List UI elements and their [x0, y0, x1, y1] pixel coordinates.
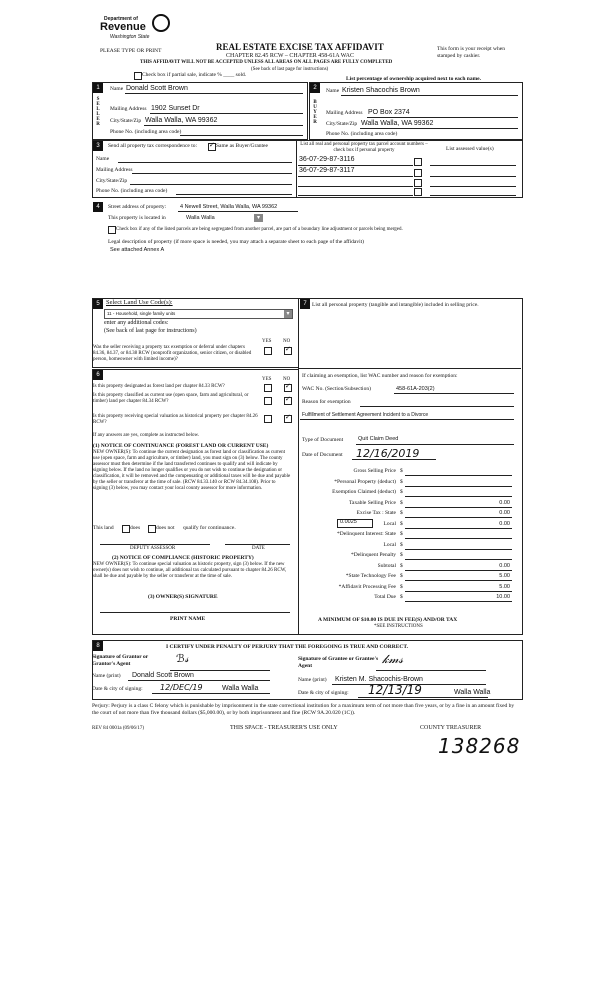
buyer-name[interactable]: Kristen Shacochis Brown	[342, 87, 420, 94]
does-checkbox[interactable]	[122, 525, 130, 533]
forest-no[interactable]	[284, 384, 292, 392]
seller-mailing[interactable]: 1902 Sunset Dr	[151, 105, 200, 112]
parcel-1[interactable]: 36-07-29-87-3116	[299, 156, 355, 163]
section-4-number: 4	[93, 202, 103, 212]
dor-logo	[100, 14, 170, 44]
tax-row-value[interactable]: 10.00	[496, 594, 510, 600]
seller-phone-label: Phone No. (including area code)	[110, 129, 182, 135]
send-correspondence-label: Send all property tax correspondence to:	[108, 143, 198, 149]
buyer-side-label: B U Y E R	[313, 100, 317, 125]
street-address[interactable]: 4 Newell Street, Walla Walla, WA 99362	[180, 204, 278, 210]
section-1-number: 1	[93, 83, 103, 93]
corr-name-label: Name	[96, 156, 110, 162]
tax-row-value[interactable]: 5.00	[499, 573, 510, 579]
segregated-label: Check box if any of the listed parcels are being segregated from another parcel, are part of a boundary line adjustment or parcels being merged.	[116, 227, 403, 232]
minimum-due-note: A MINIMUM OF $10.00 IS DUE IN FEE(S) AND/OR TAX	[318, 617, 458, 623]
section-8-number: 8	[93, 641, 103, 651]
segregated-checkbox[interactable]	[108, 226, 116, 234]
seller-city[interactable]: Walla Walla, WA 99362	[145, 117, 218, 124]
historic-question: Is this property receiving special valuation as historical property per chapter 84.26 RCW?	[93, 414, 258, 425]
dollar-sign: $	[400, 468, 403, 474]
street-label: Street address of property:	[108, 204, 167, 210]
s5-exemption-no[interactable]	[284, 347, 292, 355]
wac-label: WAC No. (Section/Subsection)	[302, 386, 371, 392]
located-label: This property is located in	[108, 215, 166, 221]
tax-row-label: Gross Selling Price	[353, 468, 396, 474]
land-use-title: Select Land Use Code(s):	[106, 299, 173, 306]
tax-row-value[interactable]: 0.00	[499, 500, 510, 506]
land-use-see-back: (See back of last page for instructions)	[104, 328, 197, 334]
county-treasurer-label: COUNTY TREASURER	[420, 725, 482, 731]
dollar-sign: $	[400, 531, 403, 537]
dollar-sign: $	[400, 573, 403, 579]
perjury-note: Perjury: Perjury is a class C felony which is punishable by imprisonment in the state correctional institution for a maximum term of not more than five years, or by a fine in an amount fixed by the court of not more than five thousand dollars ($5,000.00), or by both imprisonment and fine (RCW 9A.20.020 (1C)).	[92, 703, 515, 716]
corr-city-label: City/State/Zip	[96, 178, 128, 184]
parcel-header: List all real and personal property tax parcel account numbers – check box if personal property	[300, 142, 428, 153]
section-6-number: 6	[93, 370, 103, 380]
dor-logo-mark	[152, 14, 170, 32]
local-rate: 0.0025	[340, 519, 357, 525]
s5-yes-header: YES	[262, 339, 272, 344]
tax-row-label: Local	[383, 542, 396, 548]
tax-row-value[interactable]: 5.00	[499, 584, 510, 590]
forest-yes[interactable]	[264, 384, 272, 392]
dor-line3: Washington State	[110, 34, 150, 40]
tax-row-value[interactable]: 0.00	[499, 510, 510, 516]
assessed-header: List assessed value(s)	[446, 146, 494, 152]
partial-sale-label: Check box if partial sale, indicate % ____ sold.	[142, 72, 247, 78]
partial-sale-checkbox[interactable]	[134, 72, 142, 80]
buyer-mailing-label: Mailing Address	[326, 110, 363, 116]
historic-yes[interactable]	[264, 415, 272, 423]
section-2-number: 2	[310, 83, 320, 93]
s5-no-header: NO	[283, 339, 291, 344]
tax-row-label: Taxable Selling Price	[349, 500, 396, 506]
see-instructions-note: *SEE INSTRUCTIONS	[374, 624, 423, 629]
grantor-date-label: Date & city of signing:	[92, 686, 143, 692]
buyer-phone-label: Phone No. (including area code)	[326, 131, 398, 137]
tax-row-label: Excise Tax : State	[356, 510, 396, 516]
does-not-checkbox[interactable]	[148, 525, 156, 533]
form-revision: REV 84 0001a (09/06/17)	[92, 726, 144, 731]
personal-property-label: List all personal property (tangible and intangible) included in selling price.	[312, 302, 479, 308]
tax-row-label: *Delinquent Penalty	[350, 552, 396, 558]
seller-city-label: City/State/Zip	[110, 118, 142, 124]
parcel-2[interactable]: 36-07-29-87-3117	[299, 167, 355, 174]
wac-number[interactable]: 458-61A-203(2)	[396, 386, 435, 392]
grantor-date[interactable]: 12/DEC/19	[160, 683, 203, 692]
grantee-city[interactable]: Walla Walla	[454, 689, 491, 696]
grantor-print-label: Name (print)	[92, 673, 121, 679]
tax-row-label: Local	[383, 521, 396, 527]
dollar-sign: $	[400, 479, 403, 485]
notice-continuance-body: NEW OWNER(S): To continue the current designation as forest land or classification as current use (open space, farm and agriculture, or timber) land, you must sign on (3) below. The county assessor must then determine if the land transferred continues to qualify and will indicate by signing below. If the land no longer qualifies or you do not wish to continue the designation or classification, it will be removed and the compensating or additional taxes will be due and payable by the seller or transferor at the time of sale. (RCW 84.33.140 or RCW 84.34.108). Prior to signing (3) below, you may contact your local county assessor for more information.	[93, 450, 291, 491]
s6-no-header: NO	[283, 377, 291, 382]
grantor-city[interactable]: Walla Walla	[222, 685, 259, 692]
forest-question: Is this property designated as forest land per chapter 84.33 RCW?	[93, 384, 225, 389]
print-name-label: PRINT NAME	[170, 616, 206, 622]
please-type: PLEASE TYPE OR PRINT	[100, 48, 162, 54]
dollar-sign: $	[400, 542, 403, 548]
legal-description[interactable]: See attached Annex A	[110, 247, 165, 253]
legal-label: Legal description of property (if more space is needed, you may attach a separate sheet to each page of the affidavit)	[108, 239, 364, 245]
grantor-signature[interactable]: ℬ𝓈	[176, 652, 189, 665]
historic-no[interactable]	[284, 415, 292, 423]
exemption-claim-label: If claiming an exemption, list WAC number and reason for exemption:	[302, 373, 458, 379]
dollar-sign: $	[400, 500, 403, 506]
dollar-sign: $	[400, 594, 403, 600]
county-dropdown-icon[interactable]: ▾	[254, 214, 263, 222]
dollar-sign: $	[400, 489, 403, 495]
seller-side-label: S E L L E R	[96, 97, 100, 127]
does-label: does	[130, 525, 141, 531]
buyer-mailing[interactable]: PO Box 2374	[368, 109, 410, 116]
grantee-date-label: Date & city of signing:	[298, 690, 349, 696]
ownership-note: List percentage of ownership acquired next to each name.	[346, 76, 481, 82]
does-not-label: does not	[156, 525, 175, 531]
tax-row-value[interactable]: 0.00	[499, 563, 510, 569]
form-chapter: CHAPTER 82.45 RCW – CHAPTER 458-61A WAC	[226, 53, 354, 59]
doc-date[interactable]: 12/16/2019	[356, 447, 420, 460]
see-back-note: (See back of last page for instructions)	[251, 67, 329, 72]
corr-mailing-label: Mailing Address	[96, 167, 133, 173]
doc-type[interactable]: Quit Claim Deed	[358, 436, 399, 442]
section-5-number: 5	[93, 299, 103, 309]
exemption-question: Was the seller receiving a property tax exemption or deferral under chapters 84.36, 84.37, or 84.38 RCW (nonprofit organization, senior citizen, or disabled person, homeowner with limited income)?	[93, 345, 252, 362]
notice-compliance-body: NEW OWNER(S): To continue special valuation as historic property, sign (3) below. If the new owner(s) does not wish to continue, all additional tax calculated pursuant to chapter 84.26 RCW, shall be due and payable by the seller or transferor at the time of sale.	[93, 562, 287, 579]
dollar-sign: $	[400, 584, 403, 590]
grantor-signature-label: Signature of Grantor or Grantor's Agent	[92, 654, 149, 667]
tax-row-label: Exemption Claimed (deduct)	[332, 489, 396, 495]
qualify-label: qualify for continuance.	[183, 525, 236, 531]
grantee-print-name[interactable]: Kristen M. Shacochis-Brown	[335, 676, 423, 683]
certify-statement: I CERTIFY UNDER PENALTY OF PERJURY THAT THE FOREGOING IS TRUE AND CORRECT.	[166, 644, 409, 650]
form-title: REAL ESTATE EXCISE TAX AFFIDAVIT	[216, 42, 384, 52]
chevron-down-icon: ▾	[284, 310, 292, 318]
grantor-print-name[interactable]: Donald Scott Brown	[132, 672, 194, 679]
dor-line2: Revenue	[100, 21, 146, 33]
receipt-number: 138268	[438, 734, 521, 758]
section-3-number: 3	[93, 141, 103, 151]
not-accepted-note: THIS AFFIDAVIT WILL NOT BE ACCEPTED UNLESS ALL AREAS ON ALL PAGES ARE FULLY COMPLETED	[140, 60, 393, 65]
same-as-buyer-checkbox[interactable]	[208, 143, 216, 151]
tax-row-label: *Affidavit Processing Fee	[338, 584, 396, 590]
this-land-label: This land	[93, 525, 114, 531]
current-use-no[interactable]	[284, 397, 292, 405]
parcel-4-personal-checkbox[interactable]	[414, 188, 422, 196]
deputy-assessor-label: DEPUTY ASSESSOR	[130, 546, 176, 551]
buyer-city[interactable]: Walla Walla, WA 99362	[361, 120, 434, 127]
land-use-select[interactable]	[104, 309, 293, 319]
seller-mailing-label: Mailing Address	[110, 106, 147, 112]
tax-row-label: *Delinquent Interest: State	[337, 531, 396, 537]
notice-continuance-title: (1) NOTICE OF CONTINUANCE (FOREST LAND OR CURRENT USE)	[93, 443, 269, 449]
dollar-sign: $	[400, 552, 403, 558]
grantee-signature[interactable]: 𝓀𝓂𝓈	[382, 652, 404, 666]
same-as-buyer-label: Same as Buyer/Grantee	[216, 143, 268, 149]
notice-compliance-title: (2) NOTICE OF COMPLIANCE (HISTORIC PROPERTY)	[112, 555, 254, 561]
buyer-city-label: City/State/Zip	[326, 121, 358, 127]
parcel-1-personal-checkbox[interactable]	[414, 158, 422, 166]
dollar-sign: $	[400, 563, 403, 569]
tax-row-label: Subtotal	[377, 563, 396, 569]
doc-type-label: Type of Document	[302, 437, 344, 443]
treasurer-space-label: THIS SPACE - TREASURER'S USE ONLY	[230, 725, 338, 731]
s5-exemption-yes[interactable]	[264, 347, 272, 355]
buyer-name-label: Name	[326, 88, 340, 94]
tax-row-value[interactable]: 0.00	[499, 521, 510, 527]
tax-row-label: Total Due	[374, 594, 396, 600]
dollar-sign: $	[400, 510, 403, 516]
grantee-date[interactable]: 12/13/19	[368, 683, 422, 697]
grantee-signature-label: Signature of Grantee or Grantee's Agent	[298, 656, 379, 669]
dollar-sign: $	[400, 521, 403, 527]
owner-signature-label: (3) OWNER(S) SIGNATURE	[148, 594, 218, 600]
parcel-2-personal-checkbox[interactable]	[414, 169, 422, 177]
dor-line1: Department of	[104, 16, 138, 22]
current-use-question: Is this property classified as current use (open space, farm and agricultural, or timber) land per chapter 84.34 RCW?	[93, 393, 249, 404]
grantee-print-label: Name (print)	[298, 677, 327, 683]
seller-name[interactable]: Donald Scott Brown	[126, 85, 188, 92]
additional-codes-label: enter any additional codes:	[104, 320, 169, 326]
tax-row-label: *Personal Property (deduct)	[334, 479, 396, 485]
doc-date-label: Date of Document	[302, 452, 343, 458]
land-use-code: 11 - Household, single family units	[107, 311, 176, 316]
tax-row-label: *State Technology Fee	[345, 573, 396, 579]
corr-phone-label: Phone No. (including area code)	[96, 188, 168, 194]
exemption-reason[interactable]: Fulfillment of Settlement Agreement Incident to a Divorce	[302, 412, 429, 418]
receipt-note: This form is your receipt when stamped by cashier.	[437, 46, 505, 59]
parcel-3-personal-checkbox[interactable]	[414, 179, 422, 187]
seller-name-label: Name	[110, 86, 124, 92]
reason-label: Reason for exemption	[302, 399, 351, 405]
current-use-yes[interactable]	[264, 397, 272, 405]
s6-yes-header: YES	[262, 377, 272, 382]
located-county[interactable]: Walla Walla	[186, 215, 215, 221]
section-7-number: 7	[300, 299, 310, 309]
assessor-date-label: DATE	[252, 546, 265, 551]
if-yes-note: If any answers are yes, complete as instructed below.	[93, 433, 200, 438]
